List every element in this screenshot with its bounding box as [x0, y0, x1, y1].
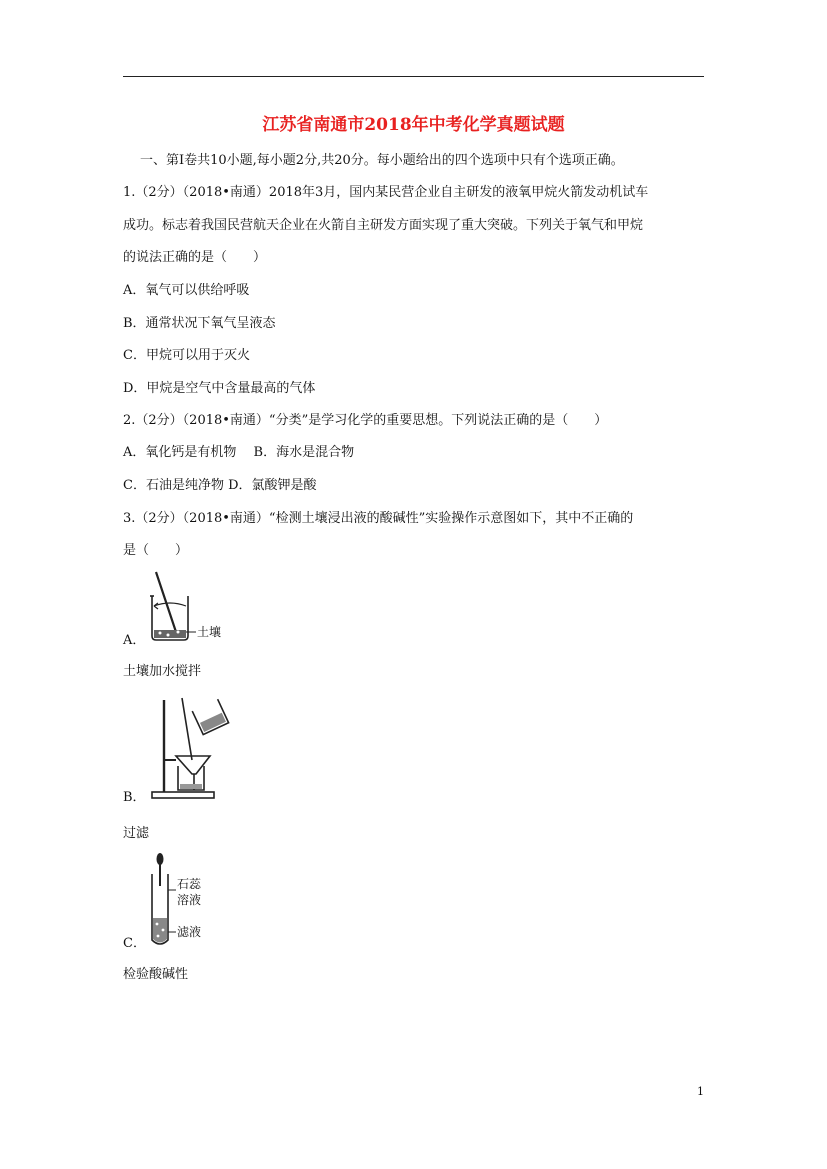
q1-option-c: C．甲烷可以用于灭火 — [123, 348, 250, 363]
q3-line2: 是（ ） — [123, 543, 189, 558]
q3-option-b-caption: 过滤 — [123, 826, 150, 841]
q3-option-a-letter: A． — [123, 633, 146, 648]
q3-option-b-letter: B． — [123, 790, 146, 805]
q2-options-row1: A．氧化钙是有机物 B．海水是混合物 — [123, 445, 355, 460]
filtration-figure — [148, 696, 238, 802]
page-number: 1 — [697, 1085, 704, 1098]
q1-option-d: D．甲烷是空气中含量最高的气体 — [123, 381, 316, 396]
q2-options-row2: C．石油是纯净物 D．氯酸钾是酸 — [123, 478, 317, 493]
q3-option-c-caption: 检验酸碱性 — [123, 967, 189, 982]
test-tube-figure — [146, 852, 236, 948]
q3-option-a-caption: 土壤加水搅拌 — [123, 664, 202, 679]
section-intro: 一、第Ⅰ卷共10小题,每小题2分,共20分。每小题给出的四个选项中只有个选项正确。 — [140, 153, 624, 168]
q1-line2: 成功。标志着我国民营航天企业在火箭自主研发方面实现了重大突破。下列关于氧气和甲烷 — [123, 218, 644, 233]
q1-line3: 的说法正确的是（ ） — [123, 250, 267, 265]
soil-stirring-figure — [140, 570, 240, 642]
q1-option-a: A．氧气可以供给呼吸 — [123, 283, 250, 298]
soil-label: 土壤 — [197, 625, 222, 639]
q1-option-b: B．通常状况下氧气呈液态 — [123, 316, 276, 331]
page-title: 江苏省南通市2018年中考化学真题试题 — [262, 115, 565, 135]
filtrate-label: 滤液 — [177, 925, 202, 939]
litmus-label: 石蕊 — [177, 877, 202, 891]
q3-line1: 3.（2分）（2018•南通）“检测土壤浸出液的酸碱性”实验操作示意图如下，其中不正确的 — [123, 511, 634, 526]
solution-label: 溶液 — [177, 893, 202, 907]
header-rule — [123, 76, 704, 77]
q3-option-c-letter: C． — [123, 936, 146, 951]
q1-line1: 1.（2分）（2018•南通）2018年3月，国内某民营企业自主研发的液氧甲烷火箭发动机试车 — [123, 185, 649, 200]
q2-line1: 2.（2分）（2018•南通）“分类”是学习化学的重要思想。下列说法正确的是（ ） — [123, 413, 608, 428]
